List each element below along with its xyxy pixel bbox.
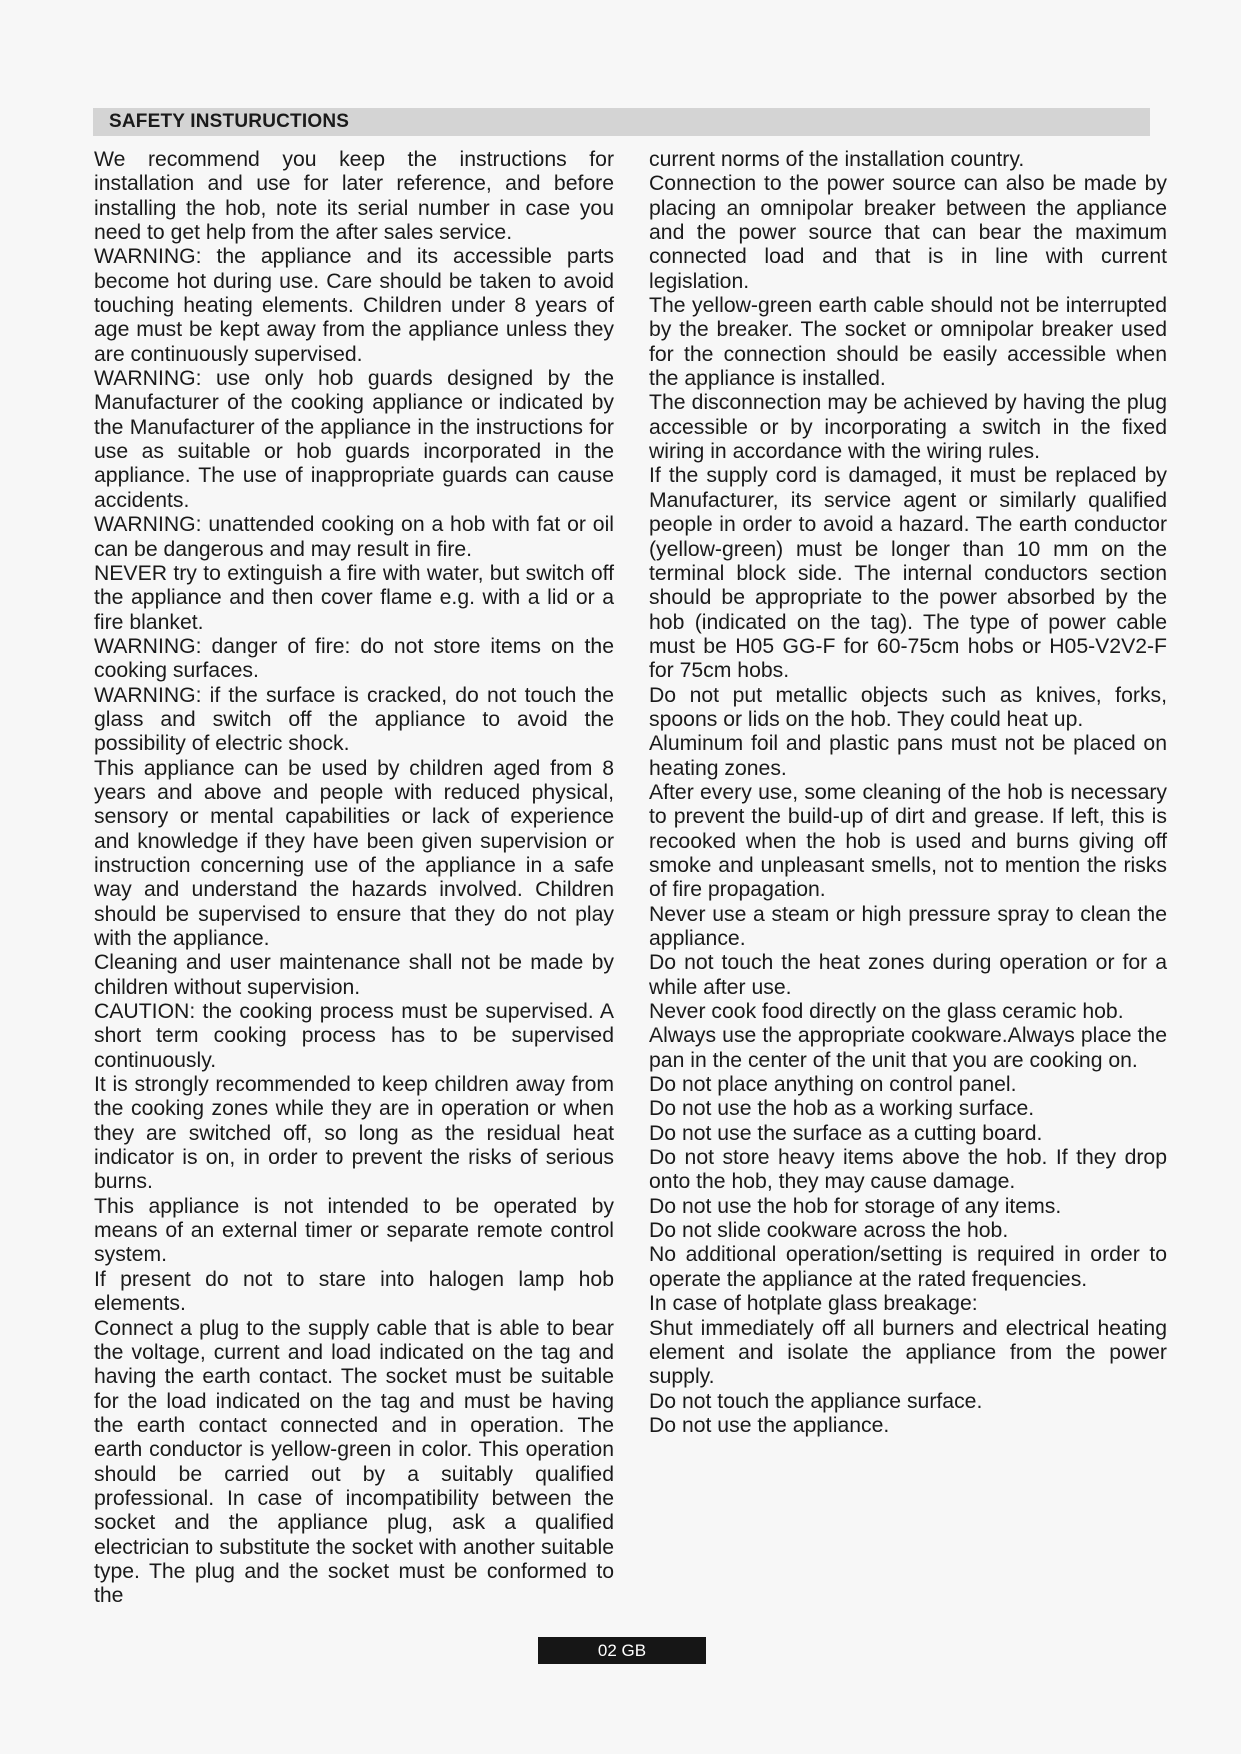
paragraph: Cleaning and user maintenance shall not be made by children without supervision.	[94, 951, 614, 999]
paragraph: No additional operation/setting is required in order to operate the appliance at the rated frequencies.	[649, 1243, 1167, 1291]
paragraph: WARNING: the appliance and its accessible parts become hot during use. Care should be taken to avoid touching heating elements. Children under 8 years of age must be kept away from the appliance unless they are continuously supervised.	[94, 245, 614, 366]
paragraph: current norms of the installation country.	[649, 148, 1025, 171]
paragraph: If the supply cord is damaged, it must be replaced by Manufacturer, its service agent or similarly qualified people in order to avoid a hazard. The earth conductor (yellow-green) must be longer than 10 mm on the terminal block side. The internal conductors section should be appropriate to the power absorbed by the hob (indicated on the tag). The type of power cable must be H05 GG-F for 60-75cm hobs or H05-V2V2-F for 75cm hobs.	[649, 464, 1167, 683]
paragraph: Do not touch the appliance surface.	[649, 1389, 983, 1413]
paragraph: In case of hotplate glass breakage:	[649, 1292, 978, 1316]
paragraph: Never use a steam or high pressure spray to clean the appliance.	[649, 902, 1167, 950]
paragraph: Shut immediately off all burners and electrical heating element and isolate the appliance from the power supply.	[649, 1316, 1167, 1389]
paragraph: Do not use the appliance.	[649, 1413, 890, 1437]
page-number: 02 GB	[538, 1637, 706, 1664]
paragraph: Do not use the surface as a cutting board.	[649, 1121, 1043, 1145]
paragraph: Do not use the hob as a working surface.	[649, 1097, 1035, 1121]
paragraph: The yellow-green earth cable should not be interrupted by the breaker. The socket or omnipolar breaker used for the connection should be easily accessible when the appliance is installed.	[649, 294, 1167, 391]
paragraph: Aluminum foil and plastic pans must not be placed on heating zones.	[649, 732, 1167, 780]
section-header	[93, 108, 1150, 136]
paragraph: Do not place anything on control panel.	[649, 1073, 1017, 1097]
paragraph: WARNING: danger of fire: do not store items on the cooking surfaces.	[94, 634, 614, 683]
paragraph: Never cook food directly on the glass ceramic hob.	[649, 1000, 1124, 1024]
paragraph: Do not store heavy items above the hob. If they drop onto the hob, they may cause damage.	[649, 1146, 1167, 1194]
paragraph: Do not put metallic objects such as knives, forks, spoons or lids on the hob. They could heat up.	[649, 683, 1167, 731]
paragraph: We recommend you keep the instructions for installation and use for later reference, and before installing the hob, note its serial number in case you need to get help from the after sales service.	[94, 148, 614, 245]
left-column	[94, 148, 614, 1609]
right-column	[649, 148, 1167, 1438]
section-title: SAFETY INSTURUCTIONS	[109, 111, 350, 132]
paragraph: Always use the appropriate cookware.Always place the pan in the center of the unit that you are cooking on.	[649, 1024, 1167, 1072]
paragraph: This appliance can be used by children aged from 8 years and above and people with reduced physical, sensory or mental capabilities or lack of experience and knowledge if they have been given supervision or instruction concerning use of the appliance in a safe way and understand the hazards involved. Children should be supervised to ensure that they do not play with the appliance.	[94, 756, 614, 950]
paragraph: WARNING: unattended cooking on a hob with fat or oil can be dangerous and may result in fire.	[94, 513, 614, 561]
paragraph: NEVER try to extinguish a fire with water, but switch off the appliance and then cover flame e.g. with a lid or a fire blanket.	[94, 561, 614, 634]
paragraph: Connect a plug to the supply cable that is able to bear the voltage, current and load indicated on the tag and having the earth contact. The socket must be suitable for the load indicated on the tag and must be having the earth contact connected and in operation. The earth conductor is yellow-green in color. This operation should be carried out by a suitably qualified professional. In case of incompatibility between the socket and the appliance plug, ask a qualified electrician to substitute the socket with another suitable type. The plug and the socket must be conformed to the	[94, 1316, 614, 1608]
paragraph: Connection to the power source can also be made by placing an omnipolar breaker between the appliance and the power source that can bear the maximum connected load and that is in line with current legislation.	[649, 172, 1167, 293]
paragraph: Do not use the hob for storage of any items.	[649, 1194, 1062, 1218]
paragraph: WARNING: use only hob guards designed by the Manufacturer of the cooking appliance or indicated by the Manufacturer of the appliance in the instructions for use as suitable or hob guards incorporated in the appliance. The use of inappropriate guards can cause accidents.	[94, 367, 614, 512]
paragraph: The disconnection may be achieved by having the plug accessible or by incorporating a switch in the fixed wiring in accordance with the wiring rules.	[649, 391, 1167, 464]
paragraph: If present do not to stare into halogen lamp hob elements.	[94, 1267, 614, 1316]
paragraph: This appliance is not intended to be operated by means of an external timer or separate remote control system.	[94, 1194, 614, 1267]
paragraph: WARNING: if the surface is cracked, do not touch the glass and switch off the appliance to avoid the possibility of electric shock.	[94, 683, 614, 756]
paragraph: It is strongly recommended to keep children away from the cooking zones while they are in operation or when they are switched off, so long as the residual heat indicator is on, in order to prevent the risks of serious burns.	[94, 1073, 614, 1194]
paragraph: CAUTION: the cooking process must be supervised. A short term cooking process has to be supervised continuously.	[94, 1000, 614, 1072]
paragraph: Do not slide cookware across the hob.	[649, 1219, 1009, 1243]
paragraph: After every use, some cleaning of the hob is necessary to prevent the build-up of dirt and grease. If left, this is recooked when the hob is used and burns giving off smoke and unpleasant smells, not to mention the risks of fire propagation.	[649, 780, 1167, 902]
paragraph: Do not touch the heat zones during operation or for a while after use.	[649, 951, 1167, 999]
